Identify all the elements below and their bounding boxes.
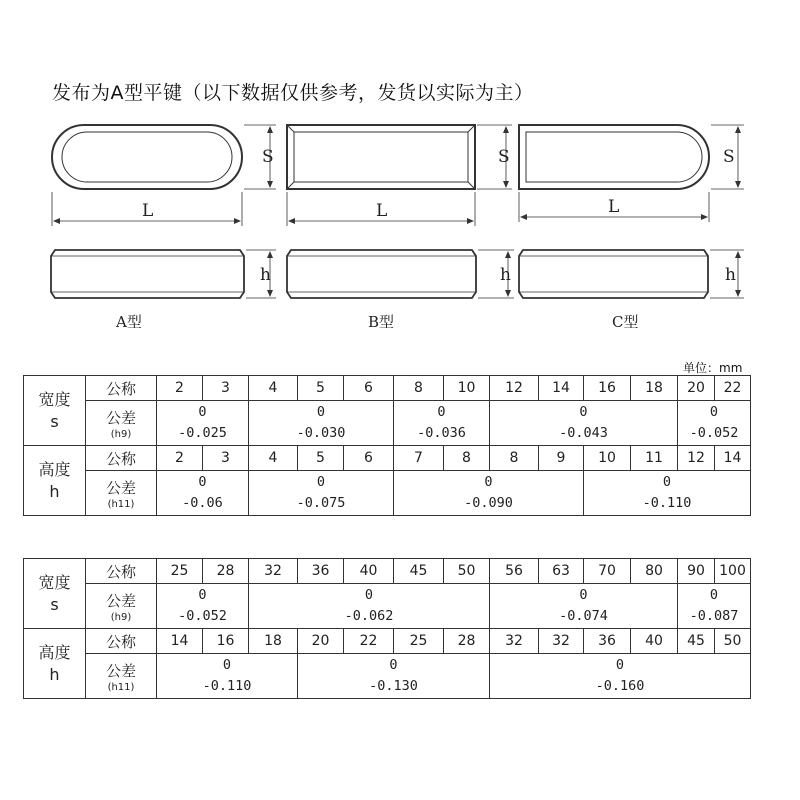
tolerance-upper: 0	[198, 474, 207, 491]
key-type-drawings	[0, 0, 800, 340]
nominal-value-cell: 6	[344, 446, 394, 471]
tolerance-cell	[249, 584, 490, 629]
tolerance-lower: -0.036	[417, 425, 466, 441]
dim-l-b: L	[376, 201, 388, 221]
nominal-value-cell: 100	[715, 559, 751, 584]
tolerance-grade: (h11)	[107, 681, 135, 693]
nominal-value-cell: 10	[444, 376, 490, 401]
nominal-value-cell: 40	[631, 629, 678, 654]
spec-table-2	[23, 558, 751, 699]
tolerance-upper: 0	[615, 657, 625, 674]
nominal-value-cell: 11	[631, 446, 678, 471]
tolerance-grade: (h9)	[110, 428, 132, 440]
nominal-value-cell: 80	[631, 559, 678, 584]
tolerance-lower: -0.110	[642, 495, 692, 511]
tolerance-lower: -0.052	[689, 425, 739, 441]
height-row-label: 高度 h	[24, 446, 86, 516]
h-dimension-lines	[246, 250, 744, 298]
tolerance-upper: 0	[437, 404, 446, 421]
tolerance-upper: 0	[709, 587, 719, 604]
tolerance-label	[86, 401, 157, 446]
nominal-label: 公称	[86, 559, 157, 584]
nominal-value-cell: 12	[490, 376, 539, 401]
caption-type-a: A型	[116, 313, 142, 331]
tolerance-label-text: 公差	[105, 591, 136, 610]
dim-s-b: S	[498, 147, 510, 167]
nominal-value-cell: 56	[490, 559, 539, 584]
tolerance-cell	[249, 471, 394, 516]
nominal-value-cell: 14	[157, 629, 203, 654]
tolerance-lower: -0.043	[559, 425, 608, 441]
tolerance-cell	[157, 584, 249, 629]
tolerance-cell	[394, 471, 584, 516]
dim-l-a: L	[142, 201, 154, 221]
nominal-value-cell: 32	[249, 559, 298, 584]
nominal-value-cell: 16	[203, 629, 249, 654]
tolerance-lower: -0.087	[689, 608, 739, 624]
nominal-value-cell: 36	[298, 559, 344, 584]
tolerance-upper: 0	[579, 587, 588, 604]
tolerance-cell	[249, 401, 394, 446]
nominal-label: 公称	[86, 629, 157, 654]
tolerance-label	[86, 654, 157, 699]
tolerance-upper: 0	[316, 404, 326, 421]
page-title: 发布为A型平键（以下数据仅供参考，发货以实际为主）	[52, 82, 534, 104]
tolerance-label	[86, 471, 157, 516]
tolerance-upper: 0	[222, 657, 232, 674]
tolerance-cell	[678, 584, 751, 629]
nominal-value-cell: 32	[539, 629, 584, 654]
tolerance-cell	[490, 654, 751, 699]
tolerance-upper: 0	[709, 404, 719, 421]
height-row-label: 高度 h	[24, 629, 86, 699]
tolerance-upper: 0	[662, 474, 672, 491]
s-dimension-lines	[244, 125, 744, 189]
tolerance-upper: 0	[198, 587, 207, 604]
nominal-value-cell: 10	[584, 446, 631, 471]
nominal-value-cell: 3	[203, 376, 249, 401]
dim-h-b: h	[500, 265, 511, 285]
tolerance-label-text: 公差	[105, 661, 136, 680]
nominal-value-cell: 9	[539, 446, 584, 471]
type-b-top-view	[287, 125, 475, 189]
dim-l-c: L	[608, 197, 620, 217]
tolerance-upper: 0	[484, 474, 493, 491]
nominal-value-cell: 2	[157, 376, 203, 401]
tolerance-label-text: 公差	[105, 478, 136, 497]
nominal-value-cell: 45	[678, 629, 715, 654]
tolerance-cell	[157, 654, 298, 699]
nominal-value-cell: 63	[539, 559, 584, 584]
tolerance-cell	[157, 471, 249, 516]
tolerance-lower: -0.074	[559, 608, 608, 624]
tolerance-lower: -0.06	[182, 495, 223, 511]
nominal-value-cell: 14	[715, 446, 751, 471]
nominal-value-cell: 22	[715, 376, 751, 401]
nominal-value-cell: 28	[444, 629, 490, 654]
tolerance-upper: 0	[198, 404, 207, 421]
tolerance-cell	[490, 401, 678, 446]
tolerance-cell	[394, 401, 490, 446]
nominal-value-cell: 90	[678, 559, 715, 584]
type-a-side-view	[51, 250, 244, 298]
tolerance-lower: -0.062	[344, 608, 394, 624]
tolerance-cell	[157, 401, 249, 446]
width-row-label: 宽度 s	[24, 376, 86, 446]
tolerance-lower: -0.030	[296, 425, 346, 441]
nominal-value-cell: 50	[444, 559, 490, 584]
type-c-side-view	[519, 250, 708, 298]
tolerance-cell	[490, 584, 678, 629]
nominal-value-cell: 18	[631, 376, 678, 401]
tolerance-lower: -0.130	[369, 678, 418, 694]
tolerance-upper: 0	[316, 474, 326, 491]
tolerance-lower: -0.052	[178, 608, 227, 624]
tolerance-grade: (h9)	[110, 611, 132, 623]
nominal-value-cell: 14	[539, 376, 584, 401]
nominal-value-cell: 4	[249, 446, 298, 471]
type-c-top-view	[519, 125, 709, 189]
nominal-value-cell: 36	[584, 629, 631, 654]
nominal-label: 公称	[86, 376, 157, 401]
tolerance-label	[86, 584, 157, 629]
unit-label: 单位：mm	[683, 361, 743, 375]
nominal-value-cell: 32	[490, 629, 539, 654]
tolerance-lower: -0.075	[296, 495, 346, 511]
tolerance-upper: 0	[364, 587, 374, 604]
dim-s-a: S	[262, 147, 274, 167]
type-b-side-view	[287, 250, 476, 298]
nominal-value-cell: 20	[298, 629, 344, 654]
nominal-value-cell: 12	[678, 446, 715, 471]
caption-type-b: B型	[368, 313, 395, 331]
tolerance-label-text: 公差	[105, 408, 136, 427]
tolerance-grade: (h11)	[107, 498, 135, 510]
nominal-value-cell: 25	[394, 629, 444, 654]
nominal-value-cell: 5	[298, 376, 344, 401]
tolerance-lower: -0.025	[178, 425, 227, 441]
spec-table-1	[23, 375, 751, 516]
nominal-value-cell: 28	[203, 559, 249, 584]
nominal-label: 公称	[86, 446, 157, 471]
nominal-value-cell: 8	[490, 446, 539, 471]
nominal-value-cell: 7	[394, 446, 444, 471]
nominal-value-cell: 16	[584, 376, 631, 401]
tolerance-upper: 0	[389, 657, 398, 674]
tolerance-lower: -0.090	[464, 495, 513, 511]
nominal-value-cell: 8	[444, 446, 490, 471]
nominal-value-cell: 3	[203, 446, 249, 471]
nominal-value-cell: 18	[249, 629, 298, 654]
nominal-value-cell: 50	[715, 629, 751, 654]
dim-h-a: h	[260, 265, 271, 285]
nominal-value-cell: 40	[344, 559, 394, 584]
nominal-value-cell: 6	[344, 376, 394, 401]
nominal-value-cell: 20	[678, 376, 715, 401]
tolerance-cell	[584, 471, 751, 516]
nominal-value-cell: 70	[584, 559, 631, 584]
dim-s-c: S	[723, 147, 735, 167]
dim-h-c: h	[725, 265, 736, 285]
nominal-value-cell: 25	[157, 559, 203, 584]
nominal-value-cell: 22	[344, 629, 394, 654]
nominal-value-cell: 5	[298, 446, 344, 471]
tolerance-lower: -0.110	[202, 678, 252, 694]
width-row-label: 宽度 s	[24, 559, 86, 629]
type-a-top-view	[52, 125, 242, 189]
nominal-value-cell: 4	[249, 376, 298, 401]
nominal-value-cell: 45	[394, 559, 444, 584]
tolerance-cell	[298, 654, 490, 699]
tolerance-cell	[678, 401, 751, 446]
tolerance-upper: 0	[579, 404, 588, 421]
caption-type-c: C型	[612, 313, 639, 331]
nominal-value-cell: 8	[394, 376, 444, 401]
nominal-value-cell: 2	[157, 446, 203, 471]
tolerance-lower: -0.160	[595, 678, 645, 694]
